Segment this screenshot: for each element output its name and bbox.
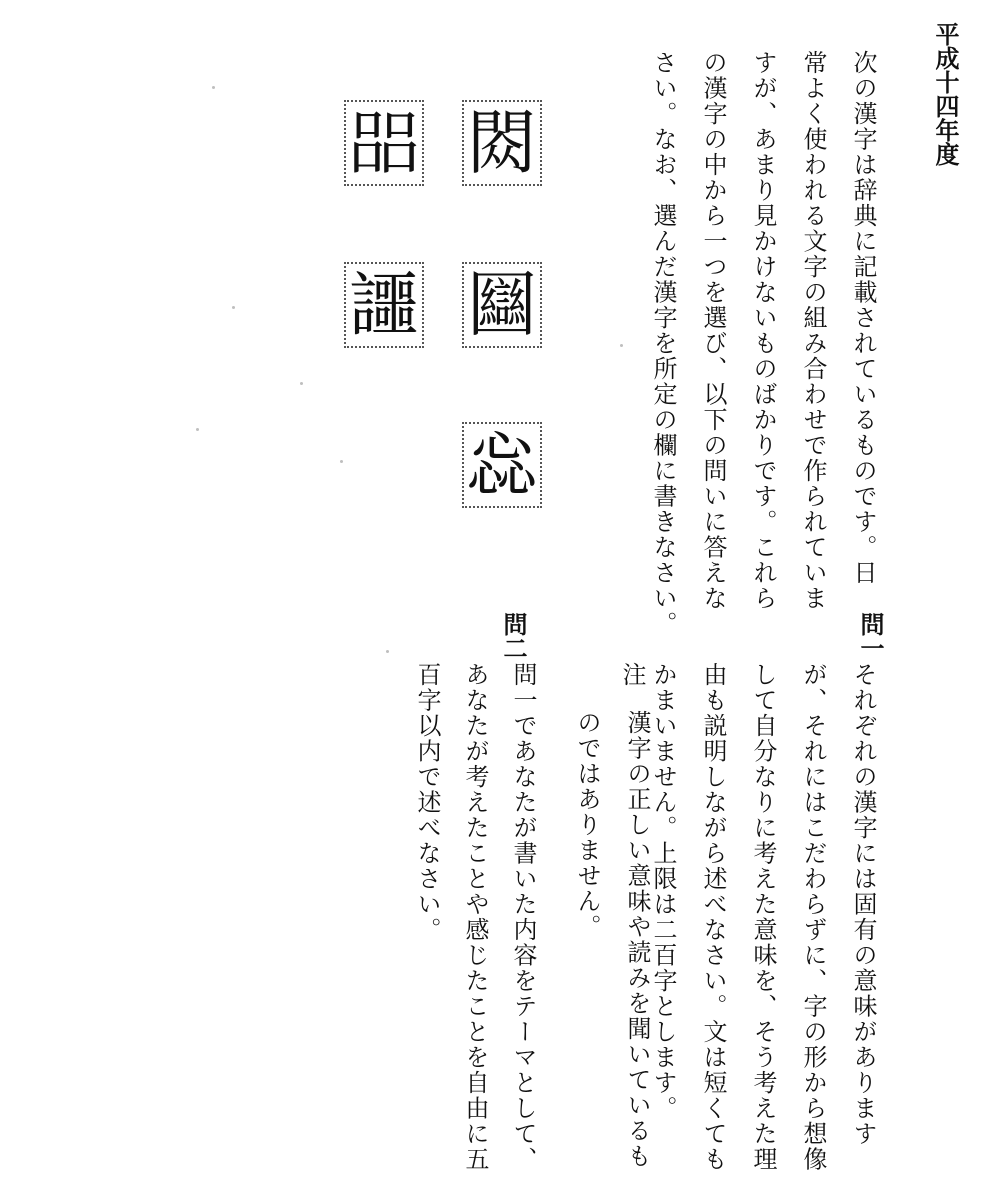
question-2-line: 百字以内で述べなさい。 [413, 662, 441, 943]
question-2-label: 問二 [499, 612, 528, 660]
scan-speck [232, 306, 235, 309]
scan-speck [196, 428, 199, 431]
note-line: 漢字の正しい意味や読みを聞いているも [623, 710, 651, 1169]
question-1-line: それぞれの漢字には固有の意味があります [849, 662, 877, 1147]
kanji-glyph: 㗊 [349, 102, 419, 184]
scan-speck [340, 460, 343, 463]
instruction-line: 常よく使われる文字の組み合わせで作られていま [799, 50, 827, 611]
scan-speck [386, 650, 389, 653]
note-text [562, 710, 662, 1169]
kanji-glyph: 讍 [349, 264, 419, 346]
scan-speck [620, 344, 623, 347]
instruction-line: すが、あまり見かけないものばかりです。これら [749, 50, 777, 611]
exam-year-heading: 平成十四年度 [931, 22, 959, 166]
kanji-option-2 [344, 100, 424, 186]
question-2-line: あなたが考えたことや感じたことを自由に五 [461, 662, 489, 1172]
question-1-line: が、それにはこだわらずに、字の形から想像 [799, 662, 827, 1172]
kanji-option-3 [462, 262, 542, 348]
instruction-line: の漢字の中から一つを選び、以下の問いに答えな [699, 50, 727, 611]
question-1-line: して自分なりに考えた意味を、そう考えた理 [749, 662, 777, 1172]
kanji-option-4 [344, 262, 424, 348]
question-1-line: 由も説明しながら述べなさい。文は短くても [699, 662, 727, 1172]
question-1-line: かまいません。上限は二百字とします。 [649, 662, 677, 1121]
scan-speck [212, 86, 215, 89]
kanji-option-1 [462, 100, 542, 186]
note-label: 注 [618, 662, 646, 686]
question-1-text [638, 662, 888, 1172]
question-2-line: 問一であなたが書いた内容をテーマとして、 [509, 662, 537, 1172]
kanji-glyph: 惢 [467, 424, 537, 506]
instructions-paragraph [638, 50, 888, 637]
note-line: のではありません。 [573, 710, 601, 940]
kanji-glyph: 閦 [467, 102, 537, 184]
question-1-label: 問一 [856, 612, 885, 660]
question-2-text [403, 662, 547, 1172]
instruction-line: 次の漢字は辞典に記載されているものです。日 [849, 50, 877, 586]
kanji-option-5 [462, 422, 542, 508]
kanji-glyph: 圝 [467, 264, 537, 346]
instruction-line: さい。なお、選んだ漢字を所定の欄に書きなさい。 [649, 50, 677, 637]
scan-speck [300, 382, 303, 385]
